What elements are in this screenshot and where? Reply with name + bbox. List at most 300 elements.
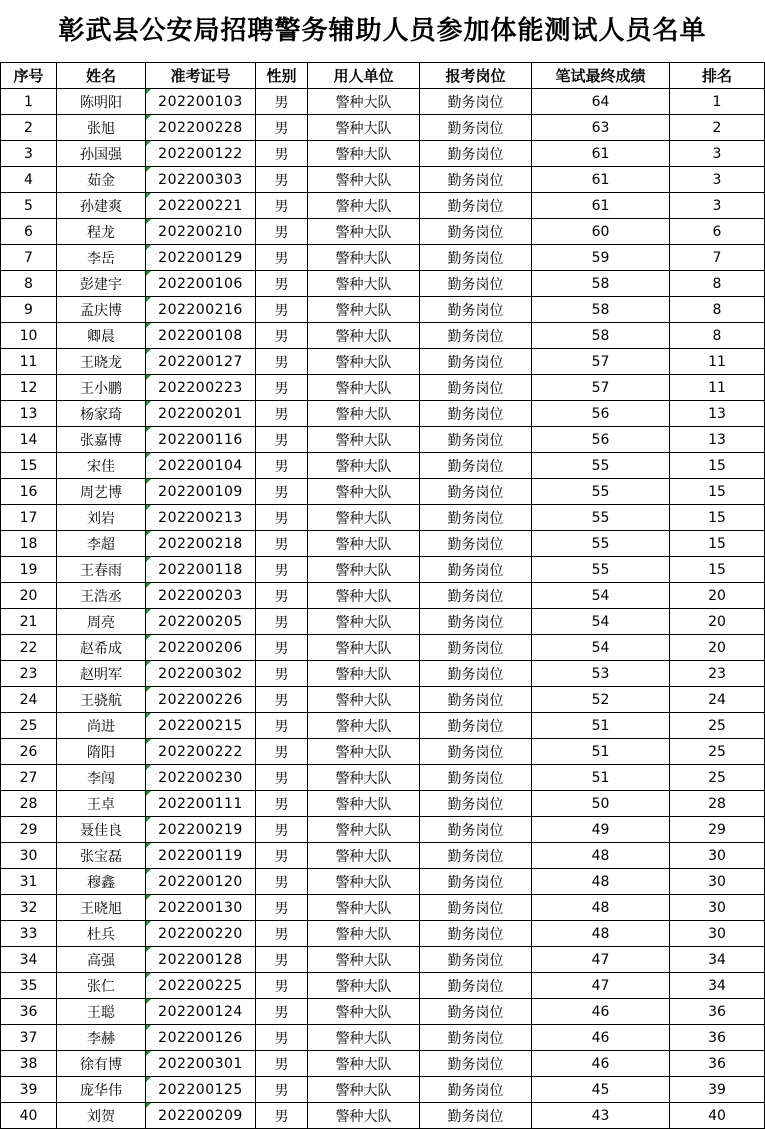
cell-exam-id: 202200210 bbox=[146, 219, 256, 245]
cell-name: 李超 bbox=[57, 531, 146, 557]
cell-score: 55 bbox=[532, 505, 670, 531]
cell-position: 勤务岗位 bbox=[420, 609, 532, 635]
cell-position: 勤务岗位 bbox=[420, 817, 532, 843]
cell-index: 16 bbox=[1, 479, 57, 505]
table-row bbox=[1, 921, 765, 947]
cell-exam-id: 202200104 bbox=[146, 453, 256, 479]
cell-gender: 男 bbox=[256, 245, 308, 271]
cell-score: 50 bbox=[532, 791, 670, 817]
cell-gender: 男 bbox=[256, 791, 308, 817]
cell-exam-id: 202200106 bbox=[146, 271, 256, 297]
cell-employer: 警种大队 bbox=[308, 1025, 420, 1051]
cell-name: 庞华伟 bbox=[57, 1077, 146, 1103]
cell-name: 杨家琦 bbox=[57, 401, 146, 427]
cell-gender: 男 bbox=[256, 947, 308, 973]
cell-position: 勤务岗位 bbox=[420, 973, 532, 999]
cell-exam-id: 202200122 bbox=[146, 141, 256, 167]
cell-name: 程龙 bbox=[57, 219, 146, 245]
cell-employer: 警种大队 bbox=[308, 375, 420, 401]
cell-gender: 男 bbox=[256, 453, 308, 479]
cell-score: 58 bbox=[532, 297, 670, 323]
cell-gender: 男 bbox=[256, 89, 308, 115]
cell-position: 勤务岗位 bbox=[420, 791, 532, 817]
cell-employer: 警种大队 bbox=[308, 713, 420, 739]
cell-exam-id: 202200111 bbox=[146, 791, 256, 817]
cell-position: 勤务岗位 bbox=[420, 297, 532, 323]
cell-position: 勤务岗位 bbox=[420, 635, 532, 661]
cell-exam-id: 202200220 bbox=[146, 921, 256, 947]
table-row bbox=[1, 115, 765, 141]
cell-gender: 男 bbox=[256, 193, 308, 219]
cell-position: 勤务岗位 bbox=[420, 1077, 532, 1103]
cell-gender: 男 bbox=[256, 297, 308, 323]
cell-index: 26 bbox=[1, 739, 57, 765]
cell-name: 周亮 bbox=[57, 609, 146, 635]
cell-employer: 警种大队 bbox=[308, 557, 420, 583]
cell-name: 周艺博 bbox=[57, 479, 146, 505]
cell-exam-id: 202200125 bbox=[146, 1077, 256, 1103]
cell-index: 14 bbox=[1, 427, 57, 453]
cell-rank: 3 bbox=[670, 141, 765, 167]
table-row bbox=[1, 999, 765, 1025]
cell-employer: 警种大队 bbox=[308, 739, 420, 765]
cell-score: 45 bbox=[532, 1077, 670, 1103]
cell-exam-id: 202200216 bbox=[146, 297, 256, 323]
cell-name: 王晓旭 bbox=[57, 895, 146, 921]
cell-score: 48 bbox=[532, 921, 670, 947]
cell-score: 54 bbox=[532, 583, 670, 609]
cell-rank: 15 bbox=[670, 479, 765, 505]
cell-employer: 警种大队 bbox=[308, 973, 420, 999]
table-row bbox=[1, 193, 765, 219]
cell-index: 32 bbox=[1, 895, 57, 921]
cell-position: 勤务岗位 bbox=[420, 375, 532, 401]
cell-gender: 男 bbox=[256, 713, 308, 739]
cell-score: 63 bbox=[532, 115, 670, 141]
cell-position: 勤务岗位 bbox=[420, 167, 532, 193]
cell-employer: 警种大队 bbox=[308, 869, 420, 895]
cell-position: 勤务岗位 bbox=[420, 557, 532, 583]
cell-exam-id: 202200109 bbox=[146, 479, 256, 505]
cell-rank: 7 bbox=[670, 245, 765, 271]
cell-employer: 警种大队 bbox=[308, 453, 420, 479]
cell-name: 孟庆博 bbox=[57, 297, 146, 323]
table-row bbox=[1, 427, 765, 453]
cell-position: 勤务岗位 bbox=[420, 765, 532, 791]
cell-gender: 男 bbox=[256, 583, 308, 609]
cell-employer: 警种大队 bbox=[308, 921, 420, 947]
cell-index: 33 bbox=[1, 921, 57, 947]
cell-position: 勤务岗位 bbox=[420, 921, 532, 947]
cell-index: 34 bbox=[1, 947, 57, 973]
table-row bbox=[1, 635, 765, 661]
cell-position: 勤务岗位 bbox=[420, 193, 532, 219]
cell-exam-id: 202200219 bbox=[146, 817, 256, 843]
cell-position: 勤务岗位 bbox=[420, 505, 532, 531]
cell-rank: 15 bbox=[670, 557, 765, 583]
cell-name: 陈明阳 bbox=[57, 89, 146, 115]
cell-position: 勤务岗位 bbox=[420, 947, 532, 973]
candidate-table bbox=[0, 62, 765, 1129]
cell-exam-id: 202200128 bbox=[146, 947, 256, 973]
cell-name: 高强 bbox=[57, 947, 146, 973]
cell-rank: 36 bbox=[670, 1025, 765, 1051]
cell-gender: 男 bbox=[256, 1103, 308, 1129]
cell-rank: 24 bbox=[670, 687, 765, 713]
cell-score: 61 bbox=[532, 167, 670, 193]
table-row bbox=[1, 167, 765, 193]
cell-index: 1 bbox=[1, 89, 57, 115]
table-row bbox=[1, 505, 765, 531]
cell-index: 27 bbox=[1, 765, 57, 791]
cell-index: 11 bbox=[1, 349, 57, 375]
cell-position: 勤务岗位 bbox=[420, 1051, 532, 1077]
table-row bbox=[1, 531, 765, 557]
cell-position: 勤务岗位 bbox=[420, 739, 532, 765]
cell-index: 15 bbox=[1, 453, 57, 479]
cell-exam-id: 202200206 bbox=[146, 635, 256, 661]
cell-rank: 34 bbox=[670, 973, 765, 999]
cell-name: 穆鑫 bbox=[57, 869, 146, 895]
cell-name: 隋阳 bbox=[57, 739, 146, 765]
cell-rank: 8 bbox=[670, 323, 765, 349]
cell-index: 6 bbox=[1, 219, 57, 245]
cell-rank: 34 bbox=[670, 947, 765, 973]
table-row bbox=[1, 661, 765, 687]
cell-gender: 男 bbox=[256, 869, 308, 895]
table-row bbox=[1, 713, 765, 739]
cell-position: 勤务岗位 bbox=[420, 583, 532, 609]
cell-rank: 25 bbox=[670, 739, 765, 765]
cell-rank: 36 bbox=[670, 1051, 765, 1077]
cell-exam-id: 202200230 bbox=[146, 765, 256, 791]
cell-rank: 20 bbox=[670, 583, 765, 609]
cell-rank: 3 bbox=[670, 167, 765, 193]
cell-exam-id: 202200108 bbox=[146, 323, 256, 349]
cell-score: 46 bbox=[532, 1025, 670, 1051]
header-rank: 排名 bbox=[670, 63, 765, 89]
header-employer: 用人单位 bbox=[308, 63, 420, 89]
cell-index: 9 bbox=[1, 297, 57, 323]
cell-employer: 警种大队 bbox=[308, 297, 420, 323]
cell-employer: 警种大队 bbox=[308, 635, 420, 661]
table-row bbox=[1, 817, 765, 843]
cell-score: 55 bbox=[532, 479, 670, 505]
cell-position: 勤务岗位 bbox=[420, 271, 532, 297]
cell-employer: 警种大队 bbox=[308, 1051, 420, 1077]
cell-index: 20 bbox=[1, 583, 57, 609]
cell-score: 61 bbox=[532, 141, 670, 167]
cell-rank: 11 bbox=[670, 349, 765, 375]
page-title: 彰武县公安局招聘警务辅助人员参加体能测试人员名单 bbox=[58, 16, 707, 46]
cell-employer: 警种大队 bbox=[308, 115, 420, 141]
cell-exam-id: 202200222 bbox=[146, 739, 256, 765]
cell-rank: 8 bbox=[670, 297, 765, 323]
cell-exam-id: 202200116 bbox=[146, 427, 256, 453]
cell-employer: 警种大队 bbox=[308, 1103, 420, 1129]
table-row bbox=[1, 557, 765, 583]
cell-gender: 男 bbox=[256, 999, 308, 1025]
cell-rank: 36 bbox=[670, 999, 765, 1025]
table-row bbox=[1, 869, 765, 895]
cell-exam-id: 202200127 bbox=[146, 349, 256, 375]
cell-score: 56 bbox=[532, 401, 670, 427]
cell-exam-id: 202200118 bbox=[146, 557, 256, 583]
cell-index: 19 bbox=[1, 557, 57, 583]
cell-gender: 男 bbox=[256, 1051, 308, 1077]
cell-position: 勤务岗位 bbox=[420, 219, 532, 245]
cell-score: 53 bbox=[532, 661, 670, 687]
header-position: 报考岗位 bbox=[420, 63, 532, 89]
cell-score: 51 bbox=[532, 713, 670, 739]
header-gender: 性别 bbox=[256, 63, 308, 89]
cell-score: 64 bbox=[532, 89, 670, 115]
cell-rank: 1 bbox=[670, 89, 765, 115]
cell-score: 58 bbox=[532, 323, 670, 349]
cell-score: 55 bbox=[532, 453, 670, 479]
cell-score: 59 bbox=[532, 245, 670, 271]
cell-exam-id: 202200119 bbox=[146, 843, 256, 869]
cell-name: 李闯 bbox=[57, 765, 146, 791]
cell-employer: 警种大队 bbox=[308, 167, 420, 193]
cell-name: 聂佳良 bbox=[57, 817, 146, 843]
cell-name: 王小鹏 bbox=[57, 375, 146, 401]
table-row bbox=[1, 219, 765, 245]
cell-name: 徐有博 bbox=[57, 1051, 146, 1077]
cell-score: 48 bbox=[532, 869, 670, 895]
cell-rank: 13 bbox=[670, 427, 765, 453]
cell-score: 61 bbox=[532, 193, 670, 219]
cell-rank: 15 bbox=[670, 505, 765, 531]
cell-employer: 警种大队 bbox=[308, 141, 420, 167]
cell-gender: 男 bbox=[256, 973, 308, 999]
cell-name: 彭建宇 bbox=[57, 271, 146, 297]
cell-score: 49 bbox=[532, 817, 670, 843]
cell-index: 21 bbox=[1, 609, 57, 635]
table-row bbox=[1, 1103, 765, 1129]
cell-employer: 警种大队 bbox=[308, 843, 420, 869]
cell-employer: 警种大队 bbox=[308, 531, 420, 557]
cell-rank: 11 bbox=[670, 375, 765, 401]
cell-exam-id: 202200103 bbox=[146, 89, 256, 115]
cell-gender: 男 bbox=[256, 375, 308, 401]
cell-score: 60 bbox=[532, 219, 670, 245]
cell-gender: 男 bbox=[256, 505, 308, 531]
cell-score: 55 bbox=[532, 531, 670, 557]
cell-position: 勤务岗位 bbox=[420, 115, 532, 141]
table-row bbox=[1, 895, 765, 921]
cell-index: 39 bbox=[1, 1077, 57, 1103]
cell-employer: 警种大队 bbox=[308, 479, 420, 505]
cell-rank: 3 bbox=[670, 193, 765, 219]
cell-name: 张旭 bbox=[57, 115, 146, 141]
cell-index: 36 bbox=[1, 999, 57, 1025]
cell-index: 38 bbox=[1, 1051, 57, 1077]
cell-exam-id: 202200209 bbox=[146, 1103, 256, 1129]
cell-rank: 28 bbox=[670, 791, 765, 817]
cell-gender: 男 bbox=[256, 531, 308, 557]
cell-name: 王春雨 bbox=[57, 557, 146, 583]
table-row bbox=[1, 687, 765, 713]
cell-gender: 男 bbox=[256, 739, 308, 765]
cell-exam-id: 202200225 bbox=[146, 973, 256, 999]
cell-rank: 40 bbox=[670, 1103, 765, 1129]
cell-employer: 警种大队 bbox=[308, 1077, 420, 1103]
cell-employer: 警种大队 bbox=[308, 947, 420, 973]
table-row bbox=[1, 271, 765, 297]
cell-rank: 29 bbox=[670, 817, 765, 843]
cell-position: 勤务岗位 bbox=[420, 427, 532, 453]
cell-position: 勤务岗位 bbox=[420, 1025, 532, 1051]
table-row bbox=[1, 349, 765, 375]
cell-name: 赵明军 bbox=[57, 661, 146, 687]
cell-exam-id: 202200303 bbox=[146, 167, 256, 193]
cell-employer: 警种大队 bbox=[308, 245, 420, 271]
cell-rank: 15 bbox=[670, 453, 765, 479]
table-row bbox=[1, 375, 765, 401]
table-row bbox=[1, 765, 765, 791]
cell-index: 12 bbox=[1, 375, 57, 401]
cell-index: 35 bbox=[1, 973, 57, 999]
cell-gender: 男 bbox=[256, 401, 308, 427]
cell-exam-id: 202200129 bbox=[146, 245, 256, 271]
cell-position: 勤务岗位 bbox=[420, 713, 532, 739]
header-score: 笔试最终成绩 bbox=[532, 63, 670, 89]
cell-index: 7 bbox=[1, 245, 57, 271]
cell-score: 47 bbox=[532, 973, 670, 999]
cell-name: 杜兵 bbox=[57, 921, 146, 947]
table-row bbox=[1, 739, 765, 765]
cell-exam-id: 202200218 bbox=[146, 531, 256, 557]
cell-rank: 13 bbox=[670, 401, 765, 427]
table-row bbox=[1, 1077, 765, 1103]
cell-employer: 警种大队 bbox=[308, 895, 420, 921]
cell-score: 54 bbox=[532, 609, 670, 635]
cell-index: 30 bbox=[1, 843, 57, 869]
cell-score: 58 bbox=[532, 271, 670, 297]
cell-gender: 男 bbox=[256, 271, 308, 297]
cell-gender: 男 bbox=[256, 1025, 308, 1051]
cell-gender: 男 bbox=[256, 843, 308, 869]
table-row bbox=[1, 1051, 765, 1077]
cell-exam-id: 202200221 bbox=[146, 193, 256, 219]
cell-index: 22 bbox=[1, 635, 57, 661]
cell-employer: 警种大队 bbox=[308, 271, 420, 297]
table-row bbox=[1, 973, 765, 999]
header-exam-id: 准考证号 bbox=[146, 63, 256, 89]
cell-gender: 男 bbox=[256, 609, 308, 635]
cell-name: 王骁航 bbox=[57, 687, 146, 713]
cell-position: 勤务岗位 bbox=[420, 531, 532, 557]
cell-position: 勤务岗位 bbox=[420, 869, 532, 895]
cell-index: 25 bbox=[1, 713, 57, 739]
cell-gender: 男 bbox=[256, 921, 308, 947]
cell-index: 37 bbox=[1, 1025, 57, 1051]
cell-rank: 2 bbox=[670, 115, 765, 141]
table-row bbox=[1, 947, 765, 973]
cell-exam-id: 202200302 bbox=[146, 661, 256, 687]
cell-employer: 警种大队 bbox=[308, 505, 420, 531]
cell-gender: 男 bbox=[256, 687, 308, 713]
header-name: 姓名 bbox=[57, 63, 146, 89]
cell-gender: 男 bbox=[256, 219, 308, 245]
cell-rank: 25 bbox=[670, 765, 765, 791]
cell-index: 31 bbox=[1, 869, 57, 895]
cell-position: 勤务岗位 bbox=[420, 479, 532, 505]
cell-name: 王晓龙 bbox=[57, 349, 146, 375]
cell-exam-id: 202200205 bbox=[146, 609, 256, 635]
cell-name: 李岳 bbox=[57, 245, 146, 271]
cell-index: 29 bbox=[1, 817, 57, 843]
table-row bbox=[1, 791, 765, 817]
cell-score: 55 bbox=[532, 557, 670, 583]
cell-employer: 警种大队 bbox=[308, 323, 420, 349]
cell-employer: 警种大队 bbox=[308, 609, 420, 635]
cell-gender: 男 bbox=[256, 349, 308, 375]
cell-rank: 25 bbox=[670, 713, 765, 739]
cell-gender: 男 bbox=[256, 323, 308, 349]
cell-rank: 15 bbox=[670, 531, 765, 557]
cell-name: 卿晨 bbox=[57, 323, 146, 349]
cell-score: 43 bbox=[532, 1103, 670, 1129]
cell-name: 李赫 bbox=[57, 1025, 146, 1051]
cell-score: 51 bbox=[532, 765, 670, 791]
cell-rank: 30 bbox=[670, 843, 765, 869]
cell-employer: 警种大队 bbox=[308, 89, 420, 115]
cell-gender: 男 bbox=[256, 115, 308, 141]
cell-name: 赵希成 bbox=[57, 635, 146, 661]
cell-rank: 6 bbox=[670, 219, 765, 245]
cell-index: 3 bbox=[1, 141, 57, 167]
table-row bbox=[1, 141, 765, 167]
cell-gender: 男 bbox=[256, 141, 308, 167]
cell-exam-id: 202200201 bbox=[146, 401, 256, 427]
cell-employer: 警种大队 bbox=[308, 583, 420, 609]
cell-index: 40 bbox=[1, 1103, 57, 1129]
cell-position: 勤务岗位 bbox=[420, 895, 532, 921]
cell-name: 刘岩 bbox=[57, 505, 146, 531]
cell-gender: 男 bbox=[256, 817, 308, 843]
cell-score: 48 bbox=[532, 895, 670, 921]
cell-exam-id: 202200126 bbox=[146, 1025, 256, 1051]
cell-name: 王卓 bbox=[57, 791, 146, 817]
cell-score: 54 bbox=[532, 635, 670, 661]
table-header-row bbox=[1, 63, 765, 89]
cell-employer: 警种大队 bbox=[308, 349, 420, 375]
cell-score: 51 bbox=[532, 739, 670, 765]
cell-exam-id: 202200223 bbox=[146, 375, 256, 401]
cell-name: 宋佳 bbox=[57, 453, 146, 479]
cell-employer: 警种大队 bbox=[308, 661, 420, 687]
cell-exam-id: 202200120 bbox=[146, 869, 256, 895]
cell-name: 孙建爽 bbox=[57, 193, 146, 219]
cell-employer: 警种大队 bbox=[308, 427, 420, 453]
cell-employer: 警种大队 bbox=[308, 817, 420, 843]
cell-position: 勤务岗位 bbox=[420, 141, 532, 167]
cell-name: 刘贺 bbox=[57, 1103, 146, 1129]
table-row bbox=[1, 609, 765, 635]
cell-score: 48 bbox=[532, 843, 670, 869]
cell-gender: 男 bbox=[256, 895, 308, 921]
cell-position: 勤务岗位 bbox=[420, 843, 532, 869]
cell-employer: 警种大队 bbox=[308, 401, 420, 427]
cell-exam-id: 202200215 bbox=[146, 713, 256, 739]
table-row bbox=[1, 479, 765, 505]
table-row bbox=[1, 583, 765, 609]
cell-index: 17 bbox=[1, 505, 57, 531]
cell-exam-id: 202200124 bbox=[146, 999, 256, 1025]
cell-score: 46 bbox=[532, 999, 670, 1025]
